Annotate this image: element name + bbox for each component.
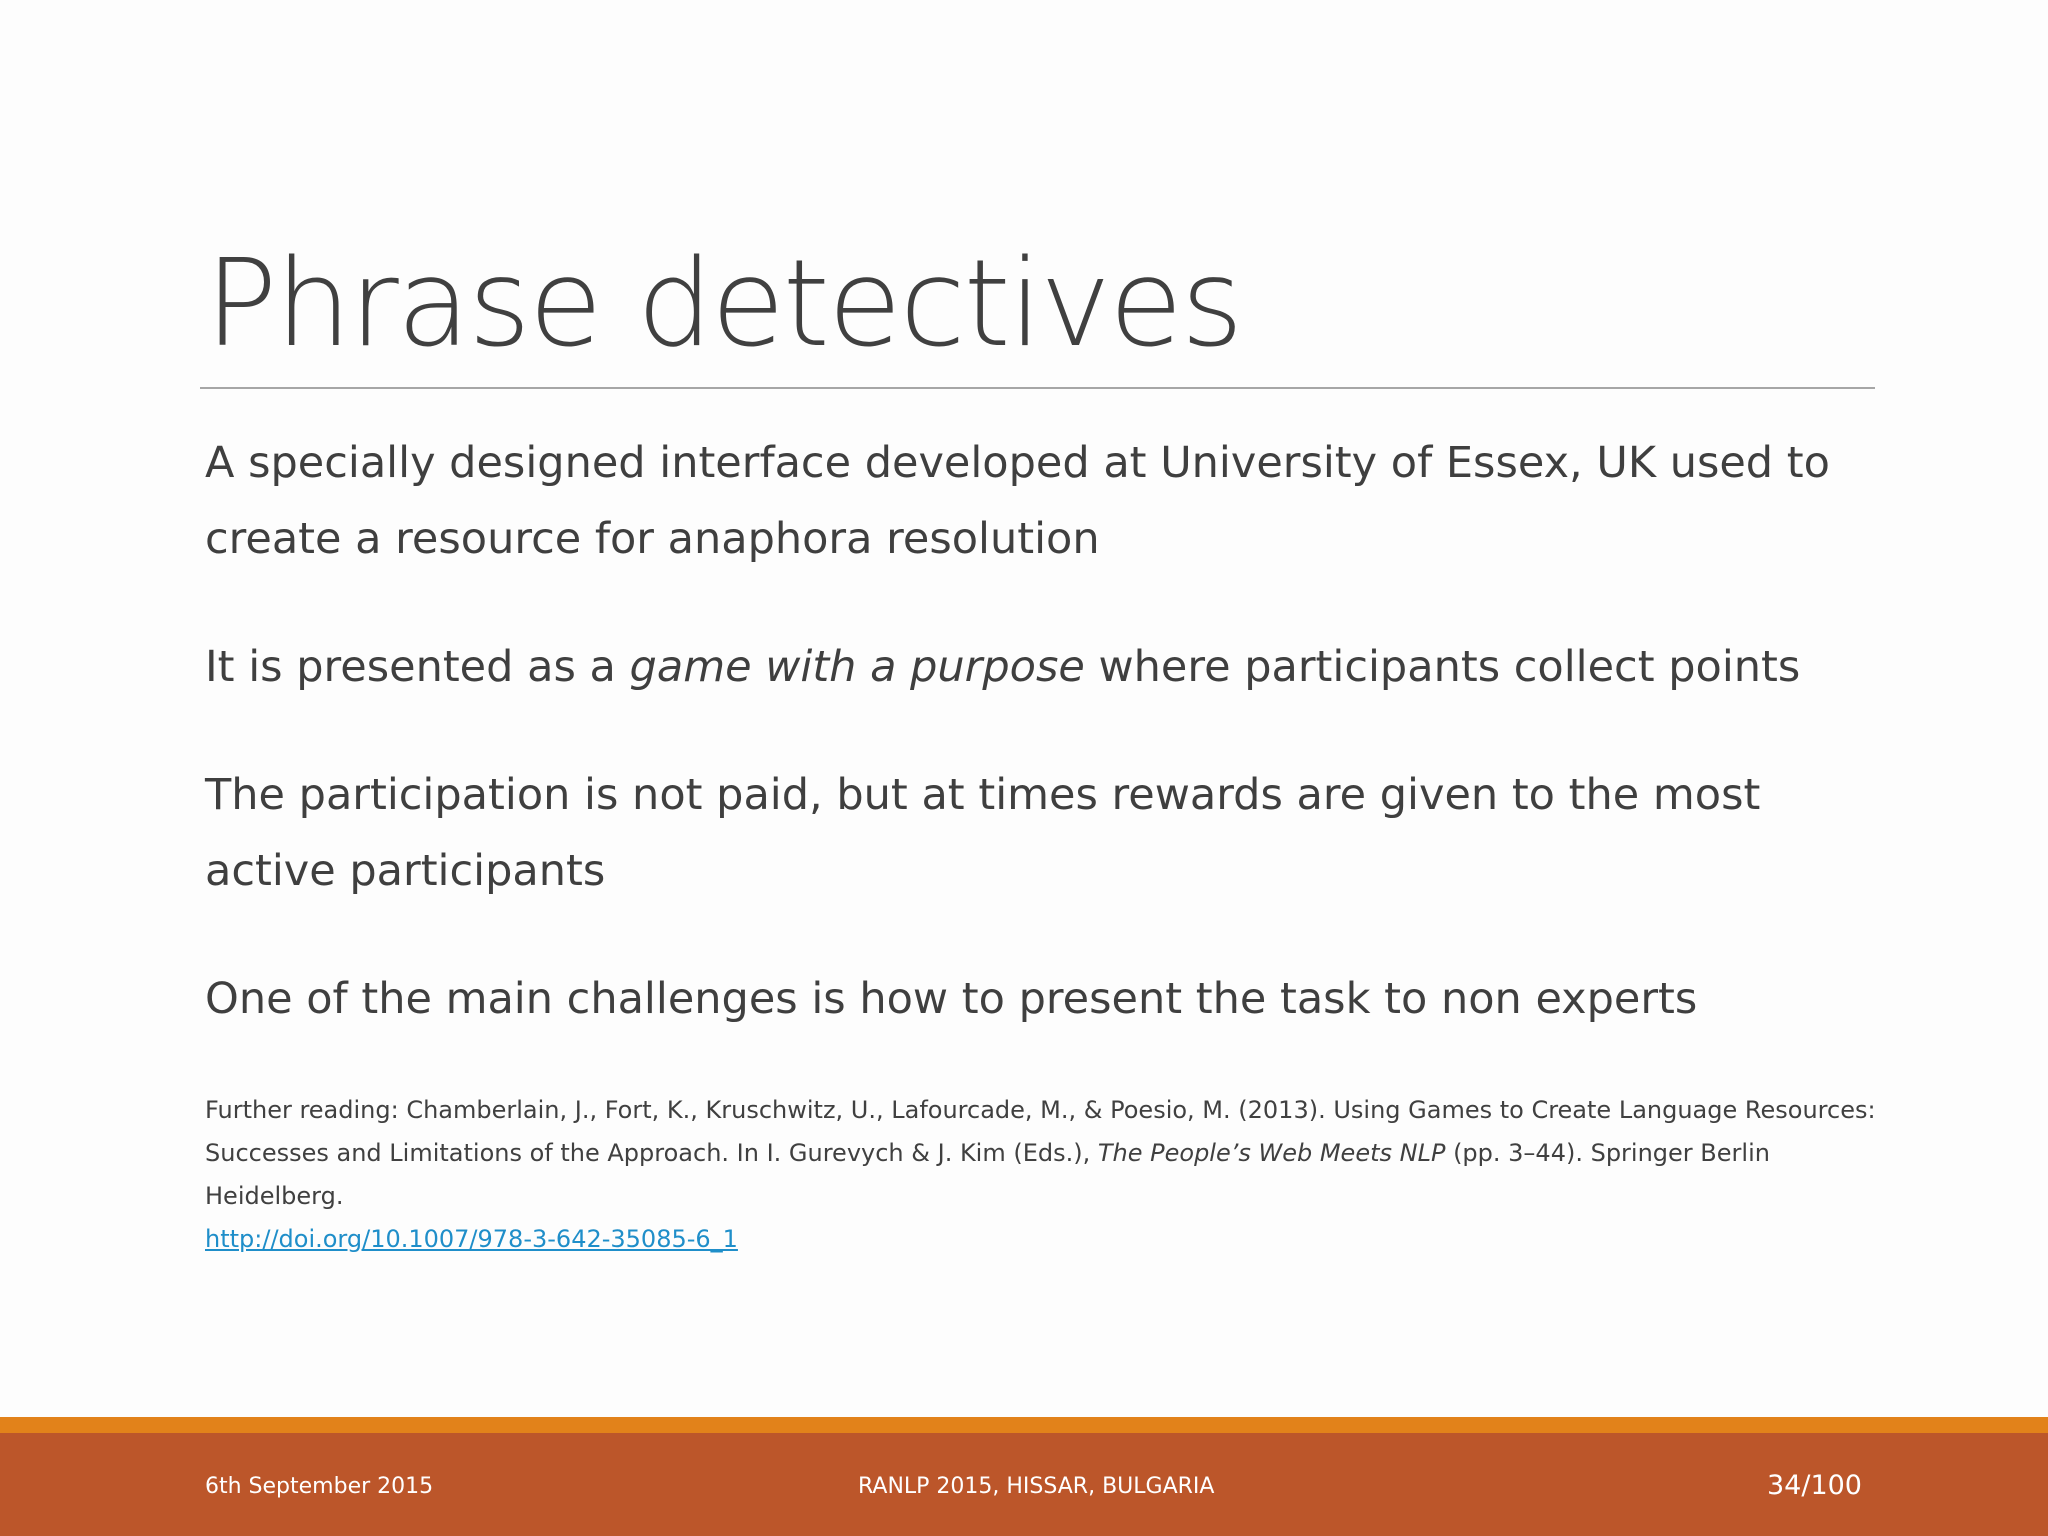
footer-date: 6th September 2015 [205, 1474, 434, 1499]
bullet-2-text-end: where participants collect points [1084, 642, 1801, 692]
bullet-3: The participation is not paid, but at times rewards are given to the most active participants [205, 770, 1761, 896]
bullet-1: A specially designed interface developed at University of Essex, UK used to create a resource for anaphora resolution [205, 438, 1830, 564]
footer-accent-stripe [0, 1417, 2048, 1433]
further-reading-text: Further reading: Chamberlain, J., Fort, K., Kruschwitz, U., Lafourcade, M., & Poesio, M. (2013). Using Games to Create Language Resources: Successes and Limitations of the Approach. In I. Gurevych & J. Kim (Eds.), [205, 1096, 1876, 1167]
further-reading-pages: (pp. 3–44). Springer Berlin Heidelberg. [205, 1139, 1770, 1210]
bullet-2-emphasis: game with a purpose [629, 642, 1085, 692]
further-reading [205, 1089, 1885, 1261]
footer-conference: RANLP 2015, HISSAR, BULGARIA [858, 1474, 1215, 1499]
bullet-2 [205, 629, 1885, 705]
slide-body [205, 425, 1885, 1261]
title-divider [200, 387, 1875, 389]
bullet-2-text-start: It is presented as a [205, 642, 630, 692]
bullet-4: One of the main challenges is how to present the task to non experts [205, 974, 1698, 1024]
doi-link[interactable]: http://doi.org/10.1007/978-3-642-35085-6_1 [205, 1225, 738, 1253]
slide-title: Phrase detectives [205, 235, 1242, 374]
footer-page-number: 34/100 [1767, 1470, 1862, 1501]
further-reading-book-title: The People’s Web Meets NLP [1097, 1139, 1446, 1167]
